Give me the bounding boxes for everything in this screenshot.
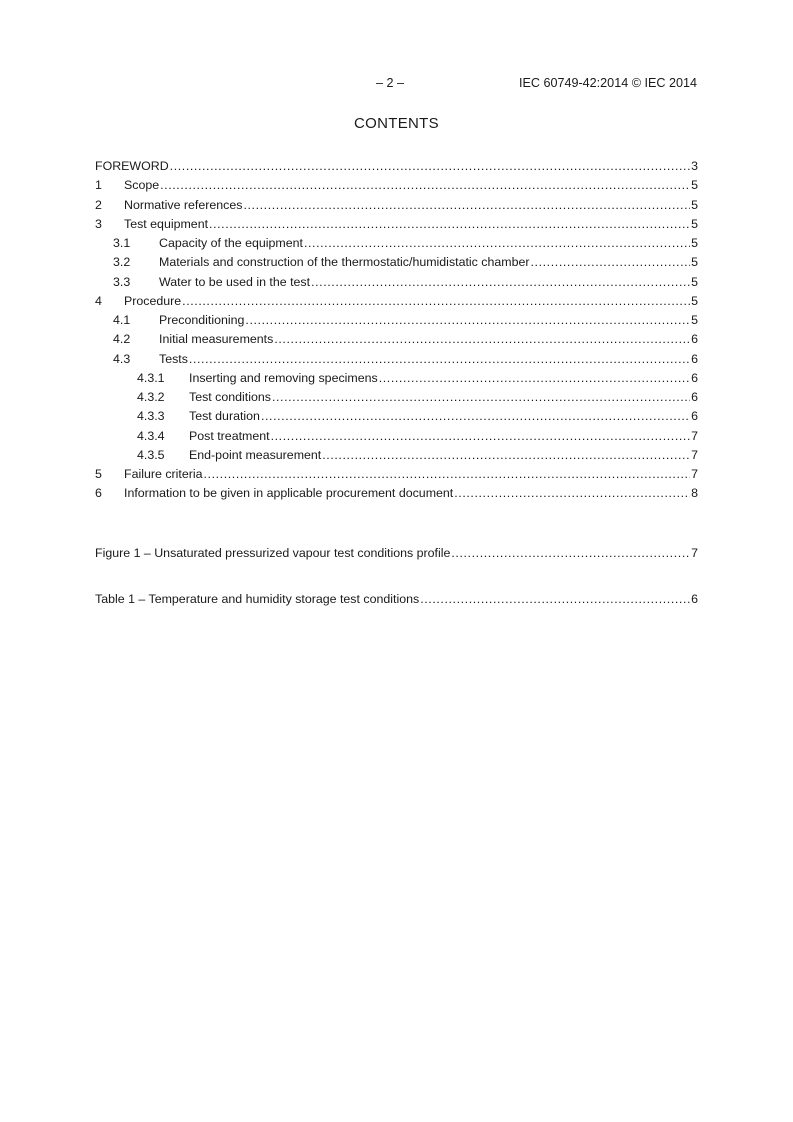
list-of-tables — [95, 590, 698, 609]
toc-entry-title: Scope — [124, 178, 160, 193]
toc-entry-page: 3 — [691, 159, 698, 173]
list-of-figures — [95, 544, 698, 563]
toc-entry-number: 3 — [95, 216, 102, 231]
toc-entry-page: 7 — [691, 428, 698, 443]
toc-entry-page: 6 — [691, 390, 698, 404]
toc-entry-test-equipment[interactable] — [95, 215, 698, 234]
toc-entry-title: Inserting and removing specimens — [189, 370, 378, 385]
toc-entry-number: 4.3.2 — [137, 390, 165, 404]
toc-entry-title: Initial measurements — [159, 332, 274, 347]
page-header-number: – 2 – — [375, 76, 404, 90]
toc-entry-page: 6 — [691, 351, 698, 366]
toc-entry-page: 5 — [691, 255, 698, 270]
toc-entry-capacity[interactable] — [95, 234, 698, 253]
toc-entry-page: 6 — [691, 370, 698, 385]
figure-entry-page: 7 — [691, 546, 698, 560]
figure-entry-title: Figure 1 – Unsaturated pressurized vapour test conditions profile — [95, 546, 451, 560]
toc-dot-leader — [271, 427, 691, 446]
toc-dot-leader — [245, 311, 690, 330]
toc-entry-number: 4.3.1 — [137, 370, 165, 385]
toc-entry-title: Information to be given in applicable procurement document — [124, 486, 454, 501]
toc-entry-number: 3.3 — [113, 274, 131, 289]
toc-entry-title: Post treatment — [189, 428, 270, 443]
toc-entry-title: Materials and construction of the thermostatic/humidistatic chamber — [159, 255, 530, 270]
toc-entry-page: 8 — [691, 486, 698, 501]
toc-entry-post-treatment[interactable] — [95, 427, 698, 446]
toc-entry-failure-criteria[interactable] — [95, 465, 698, 484]
toc-entry-page: 5 — [691, 274, 698, 289]
toc-entry-page: 5 — [691, 293, 698, 308]
toc-entry-number: 4.3.3 — [137, 409, 165, 424]
toc-entry-page: 5 — [691, 197, 698, 212]
toc-entry-title: End-point measurement — [189, 447, 322, 462]
toc-entry-page: 7 — [691, 467, 698, 481]
toc-dot-leader — [182, 292, 690, 311]
toc-entry-title: Preconditioning — [159, 313, 245, 327]
toc-entry-number: 3.1 — [113, 236, 131, 250]
toc-entry-tests[interactable] — [95, 350, 698, 369]
toc-entry-page: 5 — [691, 313, 698, 327]
toc-entry-number: 4 — [95, 293, 102, 308]
toc-entry-title: Normative references — [124, 197, 243, 212]
toc-entry-page: 6 — [691, 332, 698, 347]
toc-entry-page: 7 — [691, 447, 698, 462]
toc-dot-leader — [454, 484, 690, 503]
toc-entry-page: 5 — [691, 236, 698, 250]
toc-entry-title: Test conditions — [189, 390, 271, 404]
toc-dot-leader — [311, 273, 690, 292]
toc-dot-leader — [189, 350, 690, 369]
toc-entry-inserting-removing[interactable] — [95, 369, 698, 388]
toc-entry-number: 4.2 — [113, 332, 131, 347]
toc-entry-normative-references[interactable] — [95, 196, 698, 215]
toc-entry-page: 5 — [691, 216, 698, 231]
contents-title: CONTENTS — [354, 115, 439, 132]
toc-entry-title: Procedure — [124, 293, 182, 308]
toc-entry-initial-measurements[interactable] — [95, 330, 698, 349]
toc-entry-number: 4.3 — [113, 351, 131, 366]
toc-dot-leader — [420, 590, 690, 609]
toc-dot-leader — [531, 253, 691, 272]
toc-entry-preconditioning[interactable] — [95, 311, 698, 330]
toc-dot-leader — [243, 196, 690, 215]
toc-dot-leader — [272, 388, 690, 407]
toc-entry-test-duration[interactable] — [95, 407, 698, 426]
toc-entry-number: 4.1 — [113, 313, 131, 327]
toc-entry-number: 6 — [95, 486, 102, 501]
table-entry-title: Table 1 – Temperature and humidity storage test conditions — [95, 592, 420, 606]
toc-entry-title: Test equipment — [124, 216, 209, 231]
toc-entry-number: 4.3.4 — [137, 428, 165, 443]
toc-entry-materials[interactable] — [95, 253, 698, 272]
toc-dot-leader — [379, 369, 690, 388]
toc-entry-procedure[interactable] — [95, 292, 698, 311]
toc-entry-page: 5 — [691, 178, 698, 193]
toc-entry-title: Failure criteria — [124, 467, 203, 481]
toc-entry-test-conditions[interactable] — [95, 388, 698, 407]
toc-entry-number: 1 — [95, 178, 102, 193]
toc-entry-title: Water to be used in the test — [159, 274, 311, 289]
page-header-doc-id: IEC 60749-42:2014 © IEC 2014 — [518, 76, 697, 90]
toc-dot-leader — [274, 330, 690, 349]
toc-entry-number: 4.3.5 — [137, 447, 165, 462]
toc-entry-title: Tests — [159, 351, 188, 366]
toc-entry-title: FOREWORD — [95, 159, 169, 173]
toc-dot-leader — [261, 407, 690, 426]
toc-entry-information[interactable] — [95, 484, 698, 503]
toc-entry-water[interactable] — [95, 273, 698, 292]
toc-dot-leader — [451, 544, 690, 563]
figure-entry[interactable] — [95, 544, 698, 563]
toc-dot-leader — [322, 446, 690, 465]
toc-entry-number: 3.2 — [113, 255, 131, 270]
table-entry-page: 6 — [691, 592, 698, 606]
toc-dot-leader — [160, 176, 690, 195]
toc-entry-title: Test duration — [189, 409, 260, 424]
toc-dot-leader — [204, 465, 691, 484]
toc-entry-number: 5 — [95, 467, 102, 481]
toc-entry-number: 2 — [95, 197, 102, 212]
toc-entry-foreword[interactable] — [95, 157, 698, 176]
toc-entry-scope[interactable] — [95, 176, 698, 195]
toc-dot-leader — [304, 234, 690, 253]
toc-dot-leader — [209, 215, 690, 234]
table-of-contents — [95, 157, 698, 504]
toc-dot-leader — [170, 157, 690, 176]
table-entry[interactable] — [95, 590, 698, 609]
toc-entry-title: Capacity of the equipment — [159, 236, 303, 250]
toc-entry-page: 6 — [691, 409, 698, 424]
toc-entry-end-point-measurement[interactable] — [95, 446, 698, 465]
